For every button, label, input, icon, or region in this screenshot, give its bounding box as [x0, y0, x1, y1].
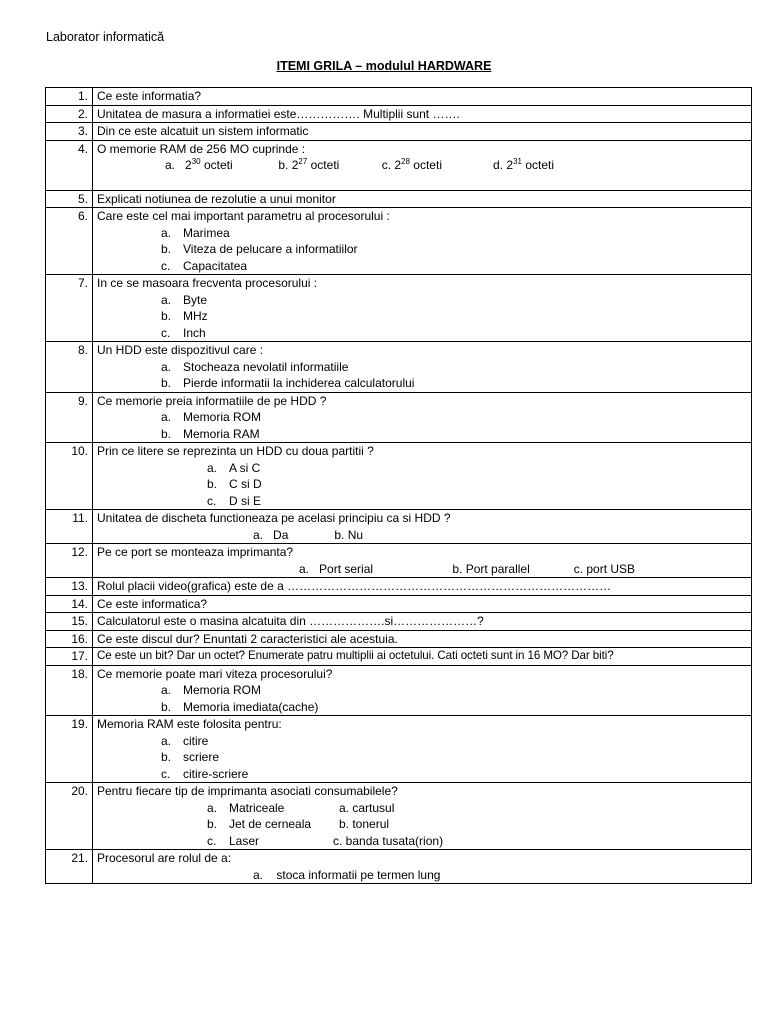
item-number: 6. [46, 208, 93, 275]
table-row [46, 630, 752, 648]
answer-options [97, 527, 747, 544]
option-a: a. Marimea [161, 225, 230, 240]
question-text: Pentru fiecare tip de imprimanta asociati consumabilele? [97, 784, 398, 798]
option-c: c. Capacitatea [161, 258, 248, 273]
answer-options [97, 157, 747, 174]
table-row [46, 208, 752, 275]
question-text: Ce este un bit? Dar un octet? Enumerate patru multiplii ai octetului. Cati octeti sunt in 16 MO? Dar biti? [97, 649, 614, 662]
question-text: Unitatea de masura a informatiei este……………. Multiplii sunt ……. [97, 106, 460, 121]
table-row [46, 510, 752, 544]
pair-c: c. Laser c. banda tusata(rion) [207, 833, 444, 848]
option-a: a. Byte [161, 292, 208, 307]
option-d: d. $2^{31}$ octeti [493, 157, 554, 172]
question-text: Explicati notiunea de rezolutie a unui monitor [97, 191, 336, 206]
question-text: Calculatorul este o masina alcatuita din ……………….si…………………? [97, 614, 484, 628]
option-b: b. MHz [161, 309, 208, 323]
option-c: c. $2^{28}$ octeti [381, 157, 442, 172]
option-a: a. Stocheaza nevolatil informatiile [161, 359, 349, 374]
option-b: b. C si D [207, 477, 262, 491]
table-row [46, 190, 752, 208]
item-number: 18. [46, 665, 93, 716]
question-text: Unitatea de discheta functioneaza pe acelasi principiu ca si HDD ? [97, 511, 451, 525]
question-text: In ce se masoara frecventa procesorului : [97, 276, 318, 290]
question-text: Ce este discul dur? Enuntati 2 caracteristici ale acestuia. [97, 631, 398, 646]
lab-title: Laborator informatică [46, 30, 165, 44]
item-number: 8. [46, 342, 93, 393]
item-number: 7. [46, 275, 93, 342]
item-number: 17. [46, 648, 93, 666]
option-b: b. Memoria imediata(cache) [161, 699, 319, 714]
option-b: b. $2^{27}$ octeti [278, 157, 340, 172]
item-number: 10. [46, 443, 93, 510]
pair-a: a. Matriceale a. cartusul [207, 800, 395, 815]
table-row [46, 648, 752, 666]
table-row [46, 613, 752, 631]
item-number: 14. [46, 595, 93, 613]
table-row [46, 88, 752, 106]
item-number: 20. [46, 783, 93, 850]
question-text: O memorie RAM de 256 MO cuprinde : [97, 141, 306, 156]
table-row [46, 850, 752, 884]
question-text: Memoria RAM este folosita pentru: [97, 717, 282, 731]
table-row [46, 275, 752, 342]
option-a: a. stoca informatii pe termen lung [253, 867, 441, 882]
item-number: 11. [46, 510, 93, 544]
item-number: 1. [46, 88, 93, 106]
question-text: Din ce este alcatuit un sistem informatic [97, 124, 309, 138]
option-a: a. Memoria ROM [161, 410, 262, 424]
item-number: 19. [46, 716, 93, 783]
item-number: 9. [46, 392, 93, 443]
item-number: 15. [46, 613, 93, 631]
table-row [46, 443, 752, 510]
table-row [46, 716, 752, 783]
option-c: c. port USB [573, 561, 636, 576]
option-a: a. Port serial [299, 561, 374, 576]
answer-options [97, 561, 747, 578]
answer-options [97, 867, 747, 884]
option-b: b. Nu [334, 527, 364, 542]
option-a: a. $2^{30}$ octeti [165, 157, 233, 172]
item-number: 5. [46, 190, 93, 208]
question-text: Ce memorie preia informatiile de pe HDD ? [97, 393, 327, 408]
question-text: Un HDD este dispozitivul care : [97, 343, 264, 357]
option-a: a. Memoria ROM [161, 683, 262, 697]
table-row [46, 105, 752, 123]
question-text: Ce este informatia? [97, 89, 202, 103]
table-row [46, 392, 752, 443]
item-number: 16. [46, 630, 93, 648]
table-row [46, 595, 752, 613]
option-b: b. scriere [161, 750, 220, 764]
table-row [46, 578, 752, 596]
question-text: Care este cel mai important parametru al procesorului : [97, 209, 390, 223]
question-text: Prin ce litere se reprezinta un HDD cu doua partitii ? [97, 444, 374, 458]
option-a: a. Da [253, 527, 289, 542]
table-row [46, 140, 752, 190]
table-row [46, 123, 752, 141]
item-number: 12. [46, 544, 93, 578]
table-row [46, 783, 752, 850]
option-a: a. citire [161, 733, 209, 748]
option-c: c. D si E [207, 493, 262, 508]
table-row [46, 665, 752, 716]
option-c: c. citire-scriere [161, 766, 249, 781]
question-text: Pe ce port se monteaza imprimanta? [97, 545, 294, 559]
option-b: b. Port parallel [452, 561, 530, 576]
question-text: Rolul placii video(grafica) este de a ……………………………………………………………………… [97, 579, 612, 593]
pair-b: b. Jet de cerneala b. tonerul [207, 817, 390, 831]
option-a: a. A si C [207, 460, 261, 475]
option-c: c. Inch [161, 325, 206, 340]
question-text: Ce memorie poate mari viteza procesorului? [97, 666, 333, 681]
table-row [46, 544, 752, 578]
table-row [46, 342, 752, 393]
items-table [45, 87, 752, 884]
option-b: b. Viteza de pelucare a informatiilor [161, 242, 358, 256]
item-number: 2. [46, 105, 93, 123]
option-b: b. Memoria RAM [161, 426, 260, 441]
document-title: ITEMI GRILA – modulul HARDWARE [276, 59, 492, 73]
item-number: 13. [46, 578, 93, 596]
question-text: Ce este informatica? [97, 596, 208, 611]
item-number: 21. [46, 850, 93, 884]
item-number: 3. [46, 123, 93, 141]
option-b: b. Pierde informatii la inchiderea calculatorului [161, 376, 415, 390]
item-number: 4. [46, 140, 93, 190]
question-text: Procesorul are rolul de a: [97, 851, 232, 865]
